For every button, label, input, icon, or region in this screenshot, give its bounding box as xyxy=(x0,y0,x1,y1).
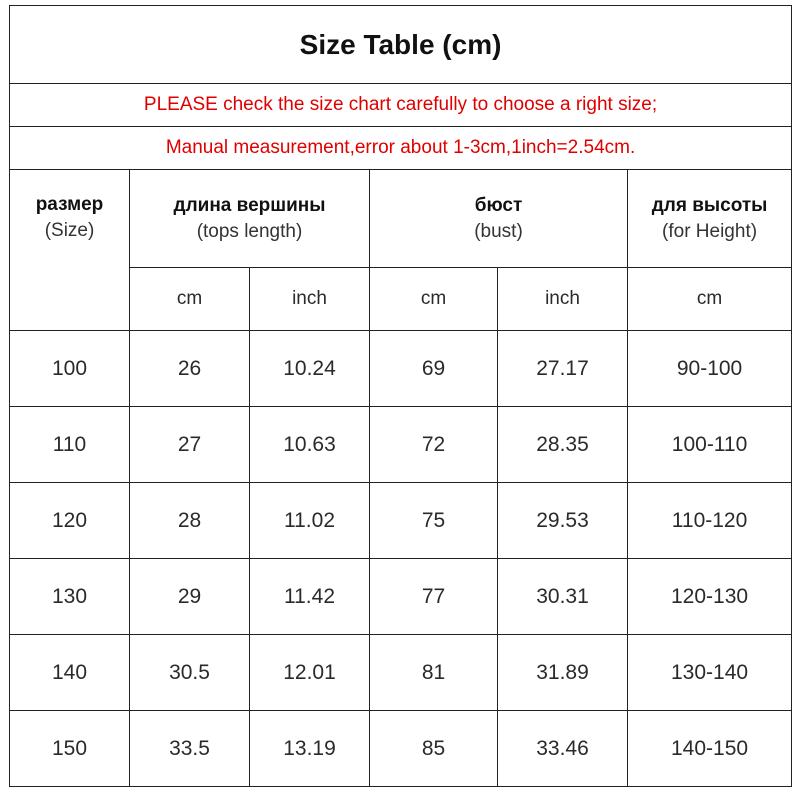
unit-height-cm: cm xyxy=(628,268,792,331)
unit-length-cm: cm xyxy=(130,268,250,331)
cell-bust-cm: 69 xyxy=(370,331,498,407)
cell-bust-inch: 29.53 xyxy=(498,483,628,559)
table-row xyxy=(10,711,792,787)
cell-size: 150 xyxy=(10,711,130,787)
cell-size: 110 xyxy=(10,407,130,483)
unit-bust-inch: inch xyxy=(498,268,628,331)
cell-length-cm: 33.5 xyxy=(130,711,250,787)
cell-length-inch: 11.42 xyxy=(250,559,370,635)
cell-bust-cm: 75 xyxy=(370,483,498,559)
cell-height: 100-110 xyxy=(628,407,792,483)
header-length-sub: (tops length) xyxy=(196,220,303,242)
header-bust-sub: (bust) xyxy=(474,220,523,242)
cell-height: 120-130 xyxy=(628,559,792,635)
cell-bust-cm: 81 xyxy=(370,635,498,711)
cell-height: 130-140 xyxy=(628,635,792,711)
table-row xyxy=(10,483,792,559)
header-size-main: размер xyxy=(35,194,104,215)
header-height-sub: (for Height) xyxy=(662,220,758,242)
header-bust-main: бюст xyxy=(474,194,523,216)
table-row xyxy=(10,331,792,407)
header-length xyxy=(130,170,370,268)
cell-bust-inch: 31.89 xyxy=(498,635,628,711)
table-row xyxy=(10,407,792,483)
cell-bust-cm: 77 xyxy=(370,559,498,635)
cell-bust-inch: 27.17 xyxy=(498,331,628,407)
cell-length-cm: 29 xyxy=(130,559,250,635)
cell-size: 140 xyxy=(10,635,130,711)
cell-length-inch: 13.19 xyxy=(250,711,370,787)
cell-length-cm: 26 xyxy=(130,331,250,407)
size-table-container xyxy=(9,5,791,787)
size-table xyxy=(9,5,792,787)
cell-size: 100 xyxy=(10,331,130,407)
unit-bust-cm: cm xyxy=(370,268,498,331)
header-size xyxy=(10,170,130,331)
cell-height: 140-150 xyxy=(628,711,792,787)
note-measurement: Manual measurement,error about 1-3cm,1inch=2.54cm. xyxy=(10,127,792,170)
cell-length-inch: 10.63 xyxy=(250,407,370,483)
cell-size: 120 xyxy=(10,483,130,559)
note-check-size: PLEASE check the size chart carefully to choose a right size; xyxy=(10,84,792,127)
cell-size: 130 xyxy=(10,559,130,635)
cell-bust-cm: 72 xyxy=(370,407,498,483)
cell-length-inch: 12.01 xyxy=(250,635,370,711)
header-length-main: длина вершины xyxy=(173,194,326,216)
cell-length-cm: 30.5 xyxy=(130,635,250,711)
cell-length-cm: 28 xyxy=(130,483,250,559)
cell-length-cm: 27 xyxy=(130,407,250,483)
cell-height: 110-120 xyxy=(628,483,792,559)
cell-bust-inch: 30.31 xyxy=(498,559,628,635)
table-row xyxy=(10,635,792,711)
cell-length-inch: 11.02 xyxy=(250,483,370,559)
cell-bust-cm: 85 xyxy=(370,711,498,787)
cell-length-inch: 10.24 xyxy=(250,331,370,407)
header-size-sub: (Size) xyxy=(44,220,95,241)
header-height xyxy=(628,170,792,268)
cell-height: 90-100 xyxy=(628,331,792,407)
header-bust xyxy=(370,170,628,268)
table-row xyxy=(10,559,792,635)
unit-length-inch: inch xyxy=(250,268,370,331)
cell-bust-inch: 28.35 xyxy=(498,407,628,483)
cell-bust-inch: 33.46 xyxy=(498,711,628,787)
table-title: Size Table (cm) xyxy=(10,6,792,84)
header-height-main: для высоты xyxy=(651,194,768,216)
